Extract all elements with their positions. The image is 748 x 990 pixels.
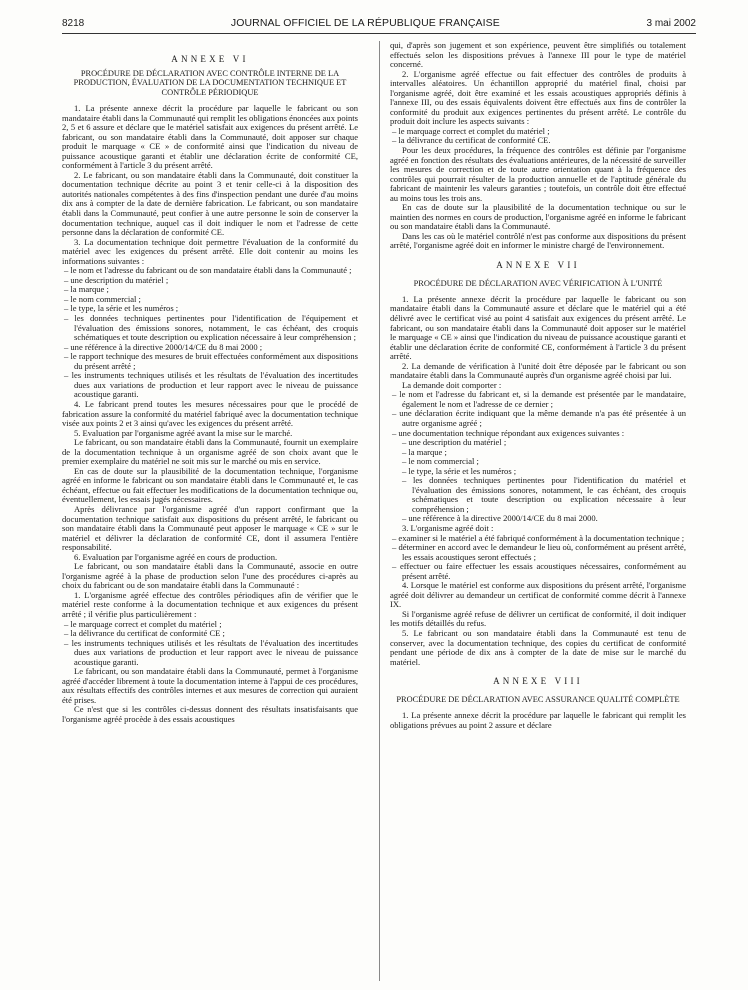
- sub-list-item: – le nom commercial ;: [402, 456, 479, 467]
- list-item: – la délivrance du certificat de conformité CE.: [392, 135, 551, 146]
- annex-heading: PROCÉDURE DE DÉCLARATION AVEC VÉRIFICATION À L'UNITÉ: [413, 278, 663, 288]
- column-separator: [379, 41, 380, 981]
- left-column: [62, 54, 358, 725]
- list-item: – déterminer en accord avec le demandeur le lieu où, conformément au présent arrêté, les essais acoustiques seront effectués ;: [392, 542, 686, 562]
- paragraph: En cas de doute sur la plausibilité de la documentation technique, l'organisme agréé en informe le fabricant ou son mandataire établi dans le Communauté et, le cas échéant, effectue ou fait effectuer les modifications de la documentation technique ou, éventuellement, les essais jugés nécessaires.: [62, 465, 358, 505]
- annex-heading: PROCÉDURE DE DÉCLARATION AVEC ASSURANCE QUALITÉ COMPLÈTE: [396, 694, 680, 704]
- paragraph: La demande doit comporter :: [402, 379, 502, 390]
- paragraph: Le fabricant, ou son mandataire établi dans la Communauté, fournit un exemplaire de la documentation technique à un organisme agréé de son choix avant que le premier exemplaire du matériel ne soit mis sur le marché ou mis en service.: [62, 437, 358, 467]
- page-number: 8218: [62, 17, 85, 29]
- annex-title: ANNEXE VII: [496, 260, 580, 271]
- list-item: – une description du matériel ;: [64, 274, 169, 285]
- list-item: – le nom et l'adresse du fabricant et, si la demande est présentée par le mandataire, également le nom et l'adresse de ce dernier ;: [392, 389, 686, 409]
- sub-list-item: – une référence à la directive 2000/14/CE du 8 mai 2000.: [402, 513, 598, 524]
- list-item: – les instruments techniques utilisés et les résultats de l'évaluation des incertitudes dues aux variations de production et leur rapport avec le niveau de puissance acoustique garanti.: [64, 370, 358, 400]
- sub-list-item: – les données techniques pertinentes pour l'identification du matériel et l'évaluation des émissions sonores, notamment, le cas échéant, des croquis schématiques et toute description ou explication nécessaire à leur compréhension ;: [402, 475, 686, 514]
- list-item: – le nom commercial ;: [64, 293, 141, 304]
- list-item: – une référence à la directive 2000/14/CE du 8 mai 2000 ;: [64, 341, 263, 352]
- list-item: – examiner si le matériel a été fabriqué conformément à la documentation technique ;: [392, 532, 685, 543]
- journal-title: JOURNAL OFFICIEL DE LA RÉPUBLIQUE FRANÇAISE: [230, 17, 500, 29]
- annex-vi-title: ANNEXE VI: [171, 54, 249, 64]
- paragraph: 6. Evaluation par l'organisme agréé en cours de production.: [74, 551, 278, 562]
- sub-list-item: – une description du matériel ;: [402, 437, 507, 448]
- paragraph: 2. Le fabricant, ou son mandataire établi dans la Communauté, doit constituer la documentation technique décrite au point 3 et tenir celle-ci à la disposition des autorités nationales compétentes à des fins d'inspection pendant une durée d'au moins dix ans à compter de la date de dernière fabrication. Le fabricant, ou son mandataire établi dans la Communauté, peut confier à une autre personne le soin de conserver la documentation technique, auquel cas il doit indiquer le nom et l'adresse de cette personne dans la déclaration de conformité CE.: [62, 169, 358, 238]
- paragraph: Si l'organisme agréé refuse de délivrer un certificat de conformité, il doit indiquer les motifs détaillés du refus.: [390, 608, 686, 629]
- paragraph: Pour les deux procédures, la fréquence des contrôles est définie par l'organisme agréé en fonction des résultats des évaluations antérieures, de la nécessité de surveiller les mesures de correction et de toute autre orientation quant à la fréquence des contrôles qui pourrait résulter de la production annuelle et de l'aptitude générale du fabricant de maintenir les valeurs garanties ; toutefois, un contrôle doit être effectué au moins tous les trois ans.: [390, 145, 686, 203]
- publication-date: 3 mai 2002: [646, 17, 696, 29]
- list-item: – le nom et l'adresse du fabricant ou de son mandataire établi dans la Communauté ;: [64, 265, 352, 276]
- list-item: – le marquage correct et complet du matériel ;: [64, 618, 222, 629]
- paragraph: Dans les cas où le matériel contrôlé n'est pas conforme aux dispositions du présent arrêté, l'organisme agréé doit en informer le ministre chargé de l'environnement.: [390, 230, 686, 251]
- paragraph: En cas de doute sur la plausibilité de la documentation technique ou sur le maintien des normes en cours de production, l'organisme agréé en informe le fabricant ou son mandataire établi dans la Communauté.: [390, 202, 686, 232]
- paragraph: 4. Lorsque le matériel est conforme aux dispositions du présent arrêté, l'organisme agréé doit délivrer au demandeur un certificat de conformité comme décrit à l'annexe IX.: [390, 580, 686, 610]
- list-item: – la délivrance du certificat de conformité CE ;: [64, 628, 225, 639]
- paragraph: 1. La présente annexe décrit la procédure par laquelle le fabricant ou son mandataire établi dans la Communauté assure et déclare que le matériel qui a été délivré avec le certificat visé au point 4 satisfait aux exigences du présent arrêté. Le fabricant, ou son mandataire établi dans la Communauté doit apposer sur le matériel le marquage « CE » ainsi que l'indication du niveau de puissance acoustique garanti et établir une déclaration écrite de conformité CE, conformément à l'article 3 du présent arrêté.: [390, 293, 686, 362]
- list-item: – les données techniques pertinentes pour l'identification de l'équipement et l'évaluation des émissions sonores, notamment, le cas échéant, des croquis schématiques et toute description ou explication nécessaire à leur compréhension ;: [64, 313, 358, 343]
- sub-list-item: – la marque ;: [402, 446, 447, 457]
- page-header: [62, 14, 696, 32]
- paragraph: Le fabricant, ou son mandataire établi dans la Communauté, associe en outre l'organisme agréé à la phase de production selon l'une des procédures ci-après au choix du fabricant ou de son mandataire établi dans la Communauté :: [62, 561, 358, 591]
- header-rule: [62, 33, 696, 34]
- list-item: – le rapport technique des mesures de bruit effectuées conformément aux dispositions du présent arrêté ;: [64, 351, 358, 371]
- sub-list-item: – le type, la série et les numéros ;: [402, 465, 517, 476]
- list-item: – la marque ;: [64, 284, 109, 295]
- paragraph: Après délivrance par l'organisme agréé d'un rapport confirmant que la documentation technique satisfait aux dispositions du présent arrêté, le fabricant ou son mandataire établi dans la Communauté peut apposer le marquage « CE » sur le matériel et délivrer la déclaration de conformité CE, dont il assumera l'entière responsabilité.: [62, 503, 358, 553]
- list-item: – le marquage correct et complet du matériel ;: [392, 125, 550, 136]
- paragraph: 5. Le fabricant ou son mandataire établi dans la Communauté est tenu de conserver, avec la documentation technique, des copies du certificat de conformité pendant une période de dix ans à compter de la date de mise sur le marché du matériel.: [390, 628, 686, 667]
- list-item: – une documentation technique répondant aux exigences suivantes :: [392, 427, 625, 438]
- right-column: [390, 41, 686, 730]
- paragraph: 2. L'organisme agréé effectue ou fait effectuer des contrôles de produits à intervalles aléatoires. Un échantillon approprié du matériel final, choisi par l'organisme agréé, doit être examiné et les essais acoustiques appropriés définis à l'annexe III, ou des essais équivalents doivent être effectués aux fins de contrôler la conformité du produit aux exigences pertinentes du présent arrêté. Le contrôle du produit doit inclure les aspects suivants :: [390, 68, 686, 127]
- paragraph: 2. La demande de vérification à l'unité doit être déposée par le fabricant ou son mandataire établi dans la Communauté auprès d'un organisme agréé choisi par lui.: [390, 360, 686, 381]
- paragraph: qui, d'après son jugement et son expérience, peuvent être simplifiés ou totalement effectués selon les dispositions prévues à l'annexe III pour le type de matériel concerné.: [390, 40, 686, 70]
- paragraph: Le fabricant, ou son mandataire établi dans la Communauté, permet à l'organisme agréé d'accéder librement à toute la documentation interne à l'appui de ces procédures, aux résultats effectifs des contrôles internes et aux mesures de correction qui auraient été prises.: [62, 666, 358, 705]
- annex-vi-heading: PROCÉDURE DE DÉCLARATION AVEC CONTRÔLE INTERNE DE LA PRODUCTION, ÉVALUATION DE LA DOCUMENTATION TECHNIQUE ET CONTRÔLE PÉRIODIQUE: [73, 69, 347, 97]
- paragraph: 4. Le fabricant prend toutes les mesures nécessaires pour que le procédé de fabrication assure la conformité du matériel fabriqué avec la documentation technique visée aux points 2 et 3 ainsi qu'avec les exigences du présent arrêté.: [62, 398, 358, 429]
- paragraph: 1. La présente annexe décrit la procédure par laquelle le fabricant ou son mandataire établi dans la Communauté qui remplit les obligations énoncées aux points 2, 5 et 6 assure et déclare que le matériel satisfait aux exigences du présent arrêté. Le fabricant, ou son mandataire établi dans la Communauté, doit apposer sur chaque produit le marquage « CE » de conformité ainsi que l'indication du niveau de puissance acoustique garanti et établir une déclaration écrite de conformité CE, conformément à l'article 3 du présent arrêté.: [62, 103, 358, 171]
- paragraph: 3. La documentation technique doit permettre l'évaluation de la conformité du matériel avec les exigences du présent arrêté. Elle doit contenir au moins les informations suivantes :: [62, 236, 358, 266]
- paragraph: 5. Evaluation par l'organisme agréé avant la mise sur le marché.: [74, 427, 293, 438]
- paragraph: 3. L'organisme agréé doit :: [402, 523, 494, 533]
- list-item: – une déclaration écrite indiquant que la même demande n'a pas été présentée à un autre organisme agréé ;: [392, 408, 686, 428]
- list-item: – les instruments techniques utilisés et les résultats de l'évaluation des incertitudes dues aux variations de production et leur rapport avec le niveau de puissance acoustique garanti.: [64, 637, 358, 667]
- annex-title: ANNEXE VIII: [493, 676, 583, 687]
- paragraph: 1. La présente annexe décrit la procédure par laquelle le fabricant qui remplit les obligations prévues au point 2 assure et déclare: [390, 710, 686, 730]
- list-item: – le type, la série et les numéros ;: [64, 303, 179, 314]
- list-item: – effectuer ou faire effectuer les essais acoustiques nécessaires, conformément au présent arrêté.: [392, 561, 686, 581]
- paragraph: Ce n'est que si les contrôles ci-dessus donnent des résultats insatisfaisants que l'organisme agréé procède à des essais acoustiques: [62, 704, 358, 724]
- paragraph: 1. L'organisme agréé effectue des contrôles périodiques afin de vérifier que le matériel reste conforme à la documentation technique et aux exigences du présent arrêté ; il vérifie plus particulièrement :: [62, 589, 358, 619]
